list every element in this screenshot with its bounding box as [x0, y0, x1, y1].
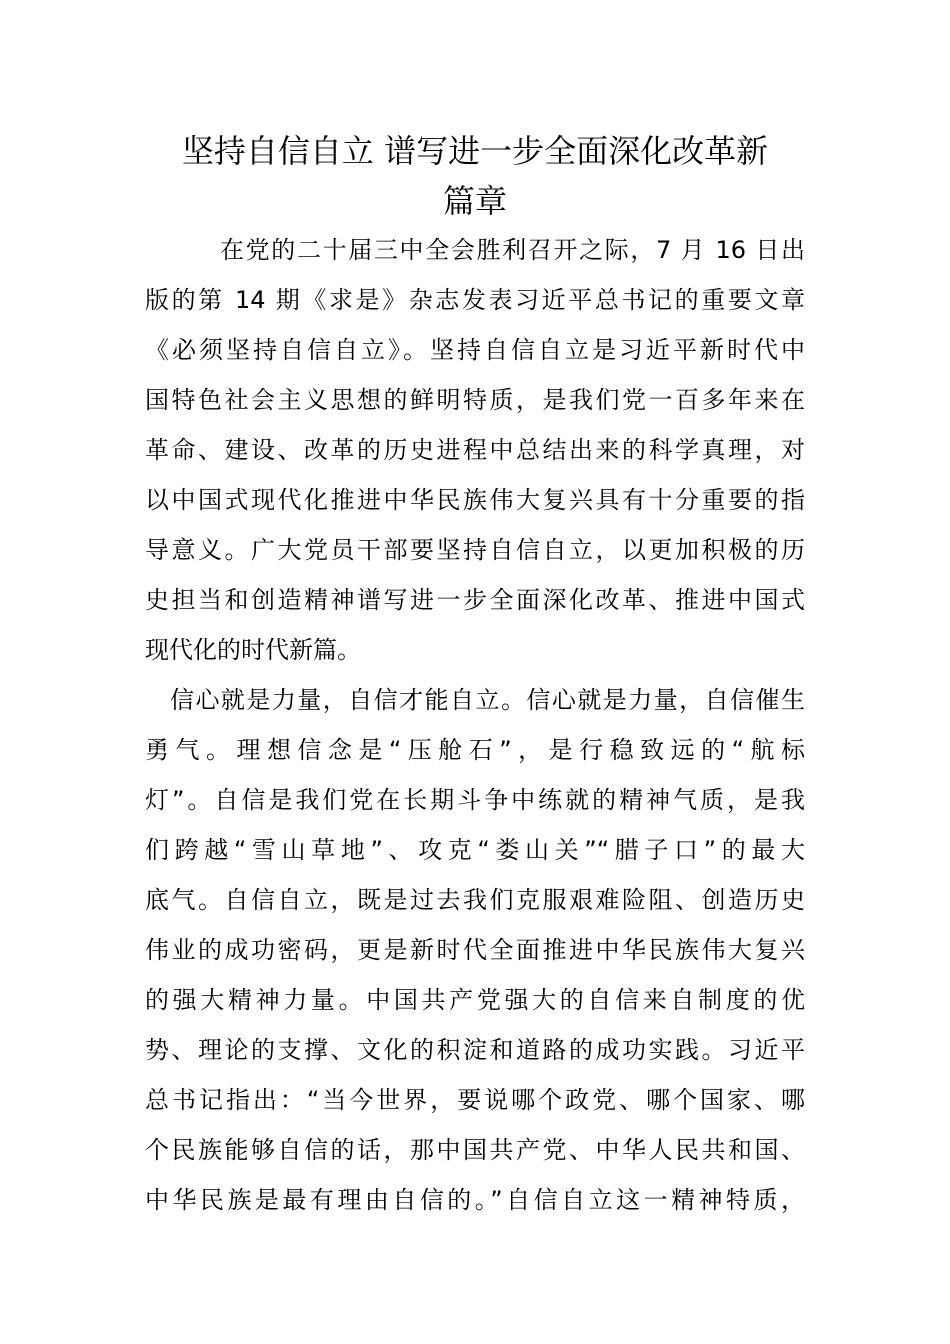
document-title: [120, 126, 830, 226]
paragraph-line: 总书记指出：“当今世界，要说哪个政党、哪个国家、哪: [145, 1086, 805, 1114]
title-line-1: 坚持自信自立 谱写进一步全面深化改革新: [181, 132, 769, 170]
paragraph-line: 导意义。广大党员干部要坚持自信自立，以更加积极的历: [145, 536, 805, 564]
paragraph-line: 个民族能够自信的话，那中国共产党、中华人民共和国、: [145, 1136, 805, 1164]
paragraph-line: 《必须坚持自信自立》。坚持自信自立是习近平新时代中: [145, 336, 805, 364]
paragraph-line: 勇气。理想信念是“压舱石”，是行稳致远的“航标: [145, 736, 805, 764]
paragraph-line: 版的第 14 期《求是》杂志发表习近平总书记的重要文章: [145, 286, 805, 314]
paragraph-line: 势、理论的支撑、文化的积淀和道路的成功实践。习近平: [145, 1036, 805, 1064]
title-line-2: 篇章: [442, 182, 507, 220]
paragraph-line: 的强大精神力量。中国共产党强大的自信来自制度的优: [145, 986, 805, 1014]
paragraph-line: 灯”。自信是我们党在长期斗争中练就的精神气质，是我: [145, 786, 805, 814]
paragraph-line: 史担当和创造精神谱写进一步全面深化改革、推进中国式: [145, 586, 805, 614]
paragraph-line: 们跨越“雪山草地”、攻克“娄山关”“腊子口”的最大: [145, 836, 805, 864]
paragraph-line: 在党的二十届三中全会胜利召开之际，7 月 16 日出: [220, 236, 805, 264]
paragraph-line: 信心就是力量，自信才能自立。信心就是力量，自信催生: [170, 686, 805, 714]
paragraph-line: 伟业的成功密码，更是新时代全面推进中华民族伟大复兴: [145, 936, 805, 964]
paragraph-line: 革命、建设、改革的历史进程中总结出来的科学真理，对: [145, 436, 805, 464]
paragraph-line: 现代化的时代新篇。: [145, 636, 361, 664]
paragraph-line: 中华民族是最有理由自信的。”自信自立这一精神特质，: [145, 1186, 805, 1214]
paragraph-line: 底气。自信自立，既是过去我们克服艰难险阻、创造历史: [145, 886, 805, 914]
paragraph-line: 国特色社会主义思想的鲜明特质，是我们党一百多年来在: [145, 386, 805, 414]
paragraph-line: 以中国式现代化推进中华民族伟大复兴具有十分重要的指: [145, 486, 805, 514]
